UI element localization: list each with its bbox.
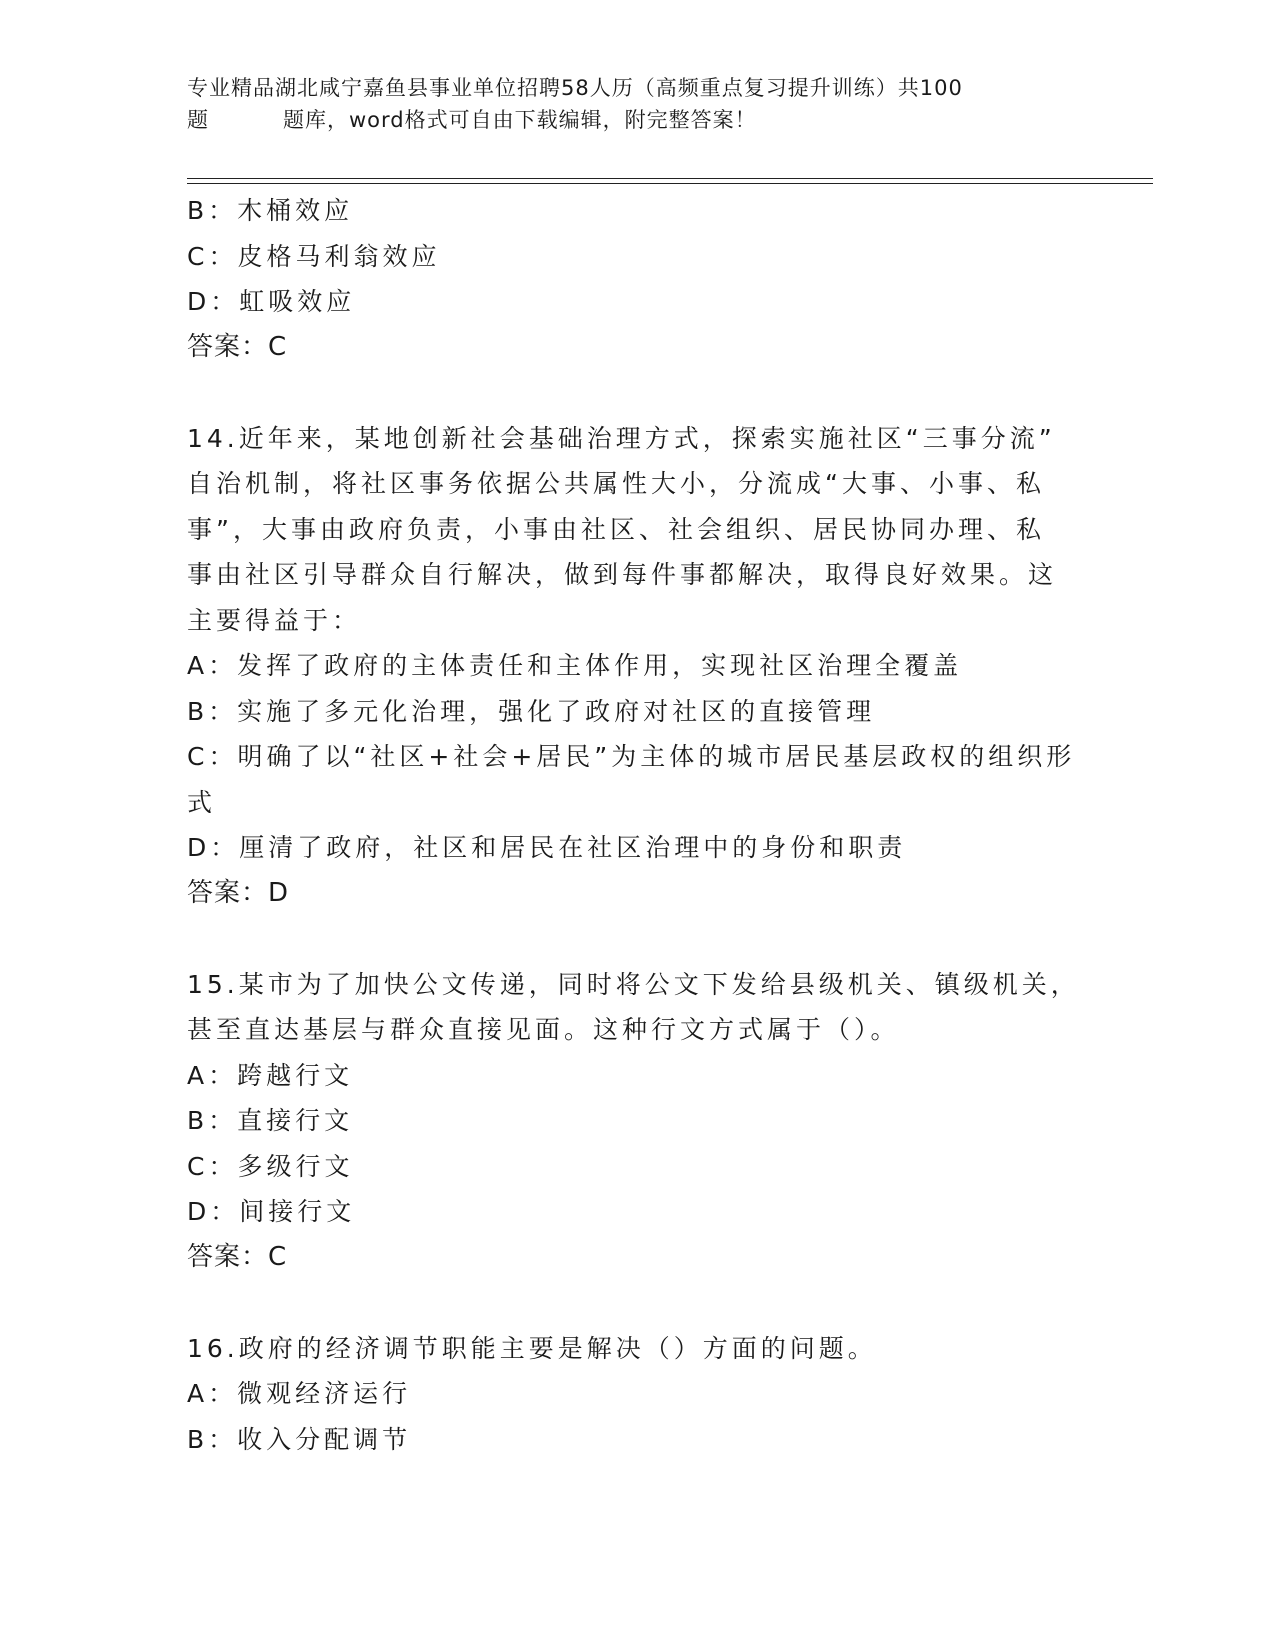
q14-option-d: D：厘清了政府，社区和居民在社区治理中的身份和职责 (187, 833, 907, 862)
header-divider-top (187, 178, 1153, 179)
question-content (187, 188, 1087, 1462)
q14-option-a: A：发挥了政府的主体责任和主体作用，实现社区治理全覆盖 (187, 651, 963, 680)
q16-option-b: B：收入分配调节 (187, 1424, 412, 1454)
q14-option-c: C：明确了以“社区+社会+居民”为主体的城市居民基层政权的组织形 (187, 742, 1076, 771)
q15-option-c: C：多级行文 (187, 1151, 354, 1181)
q15-stem-line: 甚至直达基层与群众直接见面。这种行文方式属于（）。 (187, 1015, 900, 1044)
q14-option-c-continued: 式 (187, 787, 217, 817)
q14-answer: 答案：D (187, 877, 290, 908)
spacer (187, 916, 1087, 962)
spacer (187, 370, 1087, 416)
q15-option-b: B：直接行文 (187, 1106, 354, 1135)
q15-option-a: A：跨越行文 (187, 1060, 354, 1090)
header-divider-bottom (187, 183, 1153, 184)
q16-option-a: A：微观经济运行 (187, 1379, 412, 1408)
header-title-line-2 (187, 104, 1067, 136)
spacer (187, 1280, 1087, 1326)
q14-stem-line: 自治机制，将社区事务依据公共属性大小，分流成“大事、小事、私 (187, 469, 1045, 498)
q14-stem-line: 事由社区引导群众自行解决，做到每件事都解决，取得良好效果。这 (187, 560, 1058, 589)
q15-option-d: D：间接行文 (187, 1197, 356, 1226)
header-line-2-lead: 题 (187, 108, 209, 132)
q13-answer: 答案：C (187, 331, 288, 362)
q14-option-b: B：实施了多元化治理，强化了政府对社区的直接管理 (187, 696, 876, 726)
q16-stem: 16.政府的经济调节职能主要是解决（）方面的问题。 (187, 1333, 877, 1363)
q15-stem-line: 15.某市为了加快公文传递，同时将公文下发给县级机关、镇级机关， (187, 969, 1080, 999)
q14-stem-line: 主要得益于： (187, 605, 362, 635)
q15-answer: 答案：C (187, 1241, 288, 1272)
header-title-line-1: 专业精品湖北咸宁嘉鱼县事业单位招聘58人历（高频重点复习提升训练）共100 (187, 76, 963, 100)
q14-stem-line: 事”，大事由政府负责，小事由社区、社会组织、居民协同办理、私 (187, 514, 1045, 544)
q14-stem-line: 14.近年来，某地创新社会基础治理方式，探索实施社区“三事分流” (187, 423, 1056, 453)
q13-option-d: D：虹吸效应 (187, 287, 356, 316)
q13-option-c: C：皮格马利翁效应 (187, 241, 441, 271)
header-line-2-text: 题库，word格式可自由下载编辑，附完整答案！ (283, 108, 757, 132)
page-header (187, 72, 1067, 136)
q13-option-b: B：木桶效应 (187, 196, 354, 225)
